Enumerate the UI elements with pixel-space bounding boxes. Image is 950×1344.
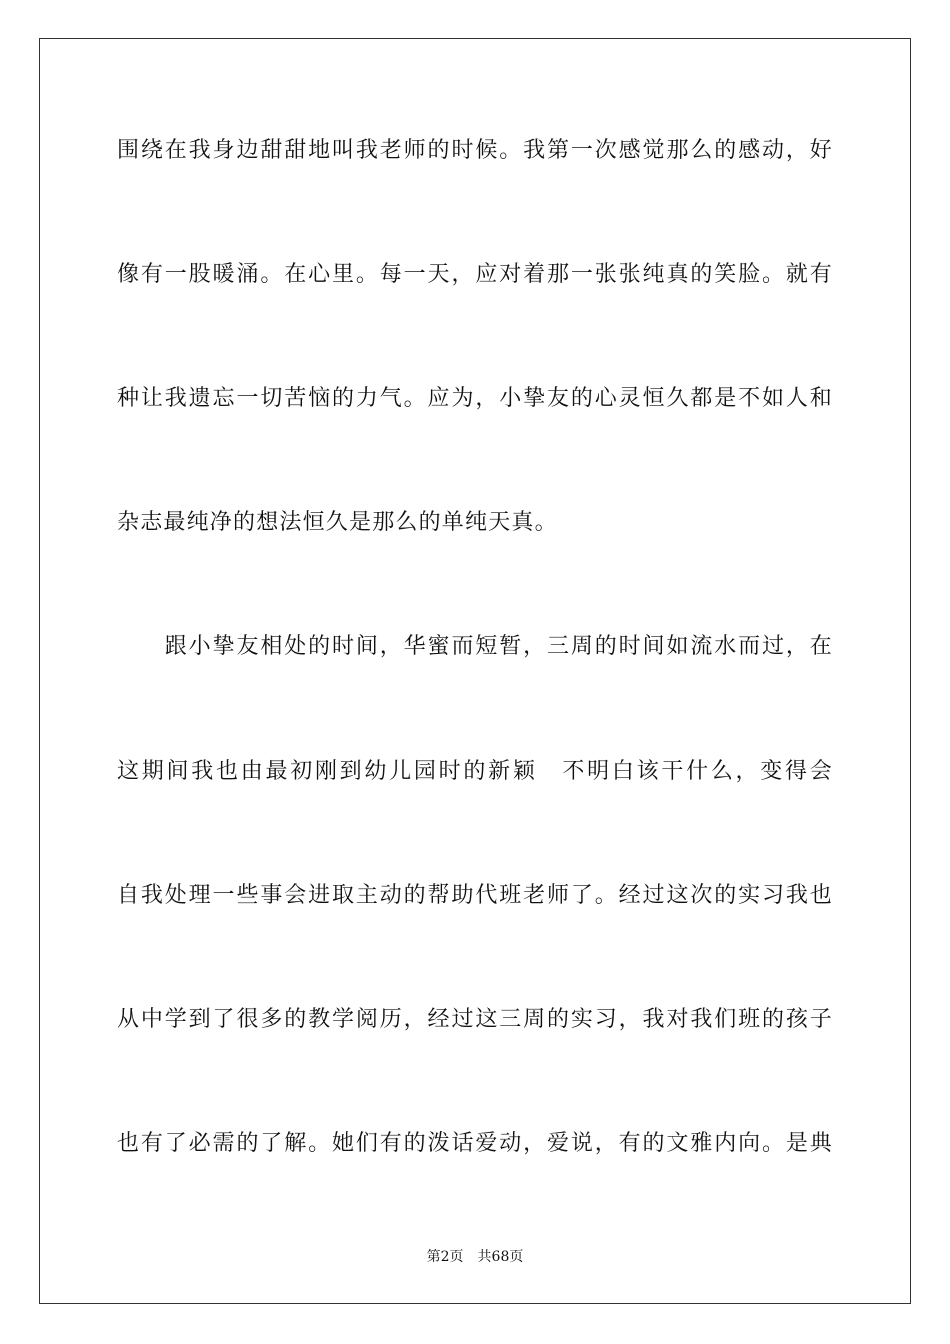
body-line-9: 也有了必需的了解。她们有的泼话爱动，爱说，有的文雅内向。是典 (117, 1131, 833, 1156)
body-line-2: 像有一股暖涌。在心里。每一天，应对着那一张张纯真的笑脸。就有 (117, 262, 833, 287)
page-frame (39, 38, 911, 1304)
body-line-7: 自我处理一些事会进取主动的帮助代班老师了。经过这次的实习我也 (117, 883, 833, 908)
body-line-6: 这期间我也由最初刚到幼儿园时的新颖 不明白该干什么，变得会 (117, 759, 833, 784)
page-footer: 第2页 共68页 (426, 1249, 524, 1265)
body-line-4: 杂志最纯净的想法恒久是那么的单纯天真。 (117, 510, 558, 535)
body-line-1: 围绕在我身边甜甜地叫我老师的时候。我第一次感觉那么的感动，好 (117, 138, 833, 163)
body-line-8: 从中学到了很多的教学阅历，经过这三周的实习，我对我们班的孩子 (117, 1007, 833, 1032)
body-line-5: 跟小挚友相处的时间，华蜜而短暂，三周的时间如流水而过，在 (117, 634, 833, 659)
body-line-3: 种让我遗忘一切苦恼的力气。应为，小挚友的心灵恒久都是不如人和 (117, 386, 833, 411)
